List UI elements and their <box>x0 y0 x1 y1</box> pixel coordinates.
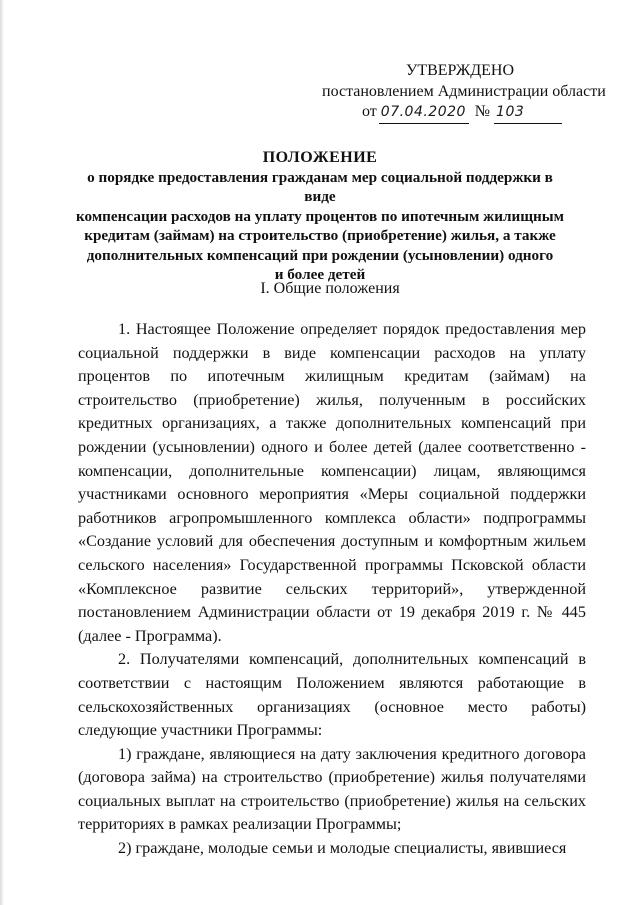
number-sign: № <box>474 103 491 120</box>
handwritten-number: 103 <box>494 102 562 124</box>
document-title: ПОЛОЖЕНИЕ <box>262 149 378 166</box>
handwritten-date: 07.04.2020 <box>379 102 469 124</box>
scan-edge <box>0 0 4 905</box>
paragraph: 2. Получателями компенсаций, дополнительных компенсаций в соответствии с настоящим Положением являются работающие в сельскохозяйственных организациях (основное место работы) следующие участники Программы: <box>78 650 586 740</box>
paragraph: 1) граждане, являющиеся на дату заключения кредитного договора (договора займа) на строительство (приобретение) жилья получателями социальных выплат на строительство (приобретение) жилья на сельских территориях в рамках реализации Программы; <box>78 744 586 834</box>
document-title-block <box>70 148 570 285</box>
subtitle-line: компенсации расходов на уплату процентов по ипотечным жилищным <box>75 207 564 225</box>
approval-date-line <box>362 101 562 124</box>
paragraph: 2) граждане, молодые семьи и молодые специалисты, явившиеся <box>118 839 567 858</box>
subtitle-line: кредитам (займам) на строительство (приобретение) жилья, а также <box>84 227 556 244</box>
date-prefix: от <box>362 103 377 120</box>
subtitle-line: и более детей <box>274 266 366 283</box>
subtitle-line: дополнительных компенсаций при рождении (усыновлении) одного <box>86 246 554 264</box>
subtitle-line: о порядке предоставления гражданам мер социальной поддержки в виде <box>87 168 553 205</box>
approval-line: постановлением Администрации области <box>322 83 606 100</box>
section-heading: I. Общие положения <box>260 280 400 297</box>
approval-title: УТВЕРЖДЕНО <box>406 62 515 79</box>
paragraph: 1. Настоящее Положение определяет порядок предоставления мер социальной поддержки в виде компенсации расходов на уплату процентов по ипотечным жилищным кредитам (займам) на строительство (приобретение) жилья, полученным в российских кредитных организациях, а также дополнительных компенсаций при рождении (усыновлении) одного и более детей (далее соответственно - компенсации, дополнительные компенсации) лицам, являющимся участниками основного мероприятия «Меры социальной поддержки работников агропромышленного комплекса области» подпрограммы «Создание условий для обеспечения доступным и комфортным жильем сельского населения» Государственной программы Псковской области «Комплексное развитие сельских территорий», утвержденной постановлением Администрации области от 19 декабря 2019 г. № 445 (далее - Программа). <box>78 320 586 645</box>
body-text <box>78 318 586 861</box>
